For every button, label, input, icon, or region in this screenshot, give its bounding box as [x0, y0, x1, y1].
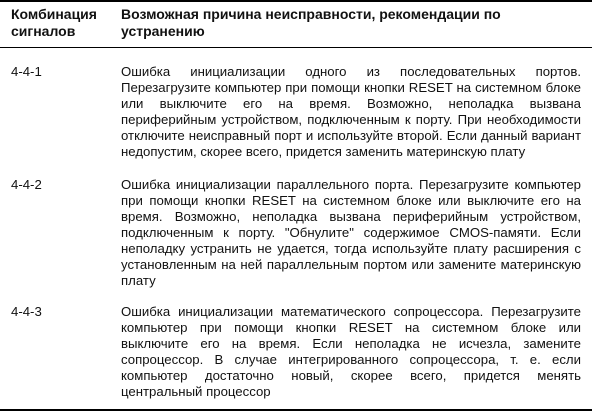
column-header-cause: Возможная причина неисправности, рекомендации по устранению: [121, 6, 501, 39]
row-description-4-4-1: Ошибка инициализации одного из последовательных портов. Перезагрузите компьютер при помощи кнопки RESET на системном блоке или выключите его на время. Возможно, неполадка вызвана периферийным устройством, подключенным к порту. При необходимости отключите неисправный порт и используйте второй. Если данный вариант недопустим, скорее всего, придется заменить материнскую плату: [121, 64, 581, 159]
row-description-4-4-3: Ошибка инициализации математического сопроцессора. Перезагрузите компьютер при помощи кнопки RESET на системном блоке или выключите его на время. Если неполадка не исчезла, замените сопроцессор. В случае интегрированного сопроцессора, т. е. если компьютер достаточно новый, скорее всего, придется менять центральный процессор: [121, 304, 581, 399]
row-code-4-4-1: 4-4-1: [11, 64, 42, 79]
row-code-4-4-2: 4-4-2: [11, 177, 42, 192]
header-divider: [0, 47, 592, 48]
column-header-signals: Комбинация сигналов: [11, 6, 97, 39]
row-description-4-4-2: Ошибка инициализации параллельного порта. Перезагрузите компьютер при помощи кнопки RESET на системном блоке или выключите его на время. Возможно, неполадка вызвана периферийным устройством, подключенным к порту. "Обнулите" содержимое CMOS-памяти. Если неполадку устранить не удается, тогда используйте плату расширения с установленным на ней параллельным портом или замените материнскую плату: [121, 177, 581, 288]
row-code-4-4-3: 4-4-3: [11, 304, 42, 319]
table-top-rule: [0, 0, 592, 2]
